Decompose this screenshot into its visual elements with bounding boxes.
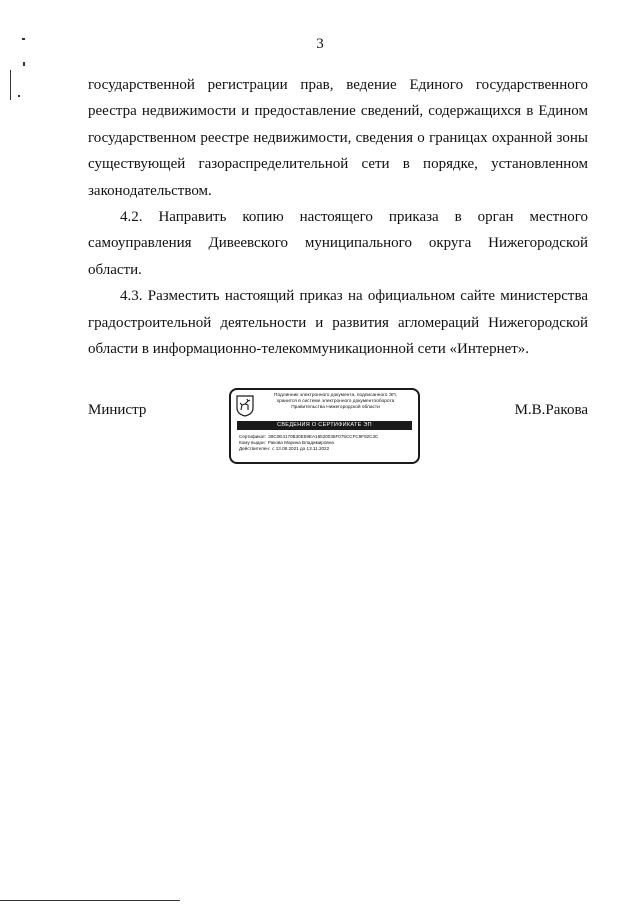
signature-block xyxy=(88,388,588,468)
certificate-info-bar: СВЕДЕНИЯ О СЕРТИФИКАТЕ ЭП xyxy=(237,421,412,430)
stamp-header-line: Правительства Нижегородской области xyxy=(291,405,380,410)
scan-mark xyxy=(18,95,20,97)
electronic-signature-stamp xyxy=(229,388,420,464)
certificate-details xyxy=(239,434,414,453)
validity-row xyxy=(239,446,414,452)
validity-label: Действителен: xyxy=(239,446,271,452)
certificate-label: Сертификат: xyxy=(239,434,267,439)
issued-to-value: Ракова Марина Владимировна xyxy=(267,440,334,446)
stamp-header xyxy=(257,393,414,411)
paragraph-continuation: государственной регистрации прав, ведение Единого государственного реестра недвижимости и предоставление сведений, содержащихся в Едином государственном реестре недвижимости, сведения о границах охранной зоны существующей газораспределительной сети в порядке, установленном законодательством. xyxy=(88,77,588,199)
paragraph-4-2: 4.2. Направить копию настоящего приказа в орган местного самоуправления Дивеевского муниципального округа Нижегородской области. xyxy=(88,209,588,278)
page-number: 3 xyxy=(316,36,324,52)
scan-mark xyxy=(23,62,25,66)
paragraph-4-3: 4.3. Разместить настоящий приказ на официальном сайте министерства градостроительной деятельности и развития агломераций Нижегородской области в информационно-телекоммуникационной сети «Интернет». xyxy=(88,288,588,358)
stamp-header-line: хранится в системе электронного документооборота xyxy=(276,399,395,404)
signatory-position: Министр xyxy=(88,402,147,418)
certificate-value: 39C0E4170B30E59EA18520035F075CCFC9F92C3C xyxy=(268,434,379,439)
scan-mark xyxy=(10,70,11,100)
signatory-name: М.В.Ракова xyxy=(514,402,588,418)
stamp-header-line: Подлинник электронного документа, подписанного ЭП, xyxy=(274,393,397,398)
deer-emblem-icon xyxy=(236,395,254,417)
issued-to-label: Кому выдан: xyxy=(239,440,266,446)
validity-value: с 13.08.2021 до 13.11.2022 xyxy=(272,446,330,452)
scan-mark xyxy=(0,900,180,901)
document-body xyxy=(88,72,588,362)
